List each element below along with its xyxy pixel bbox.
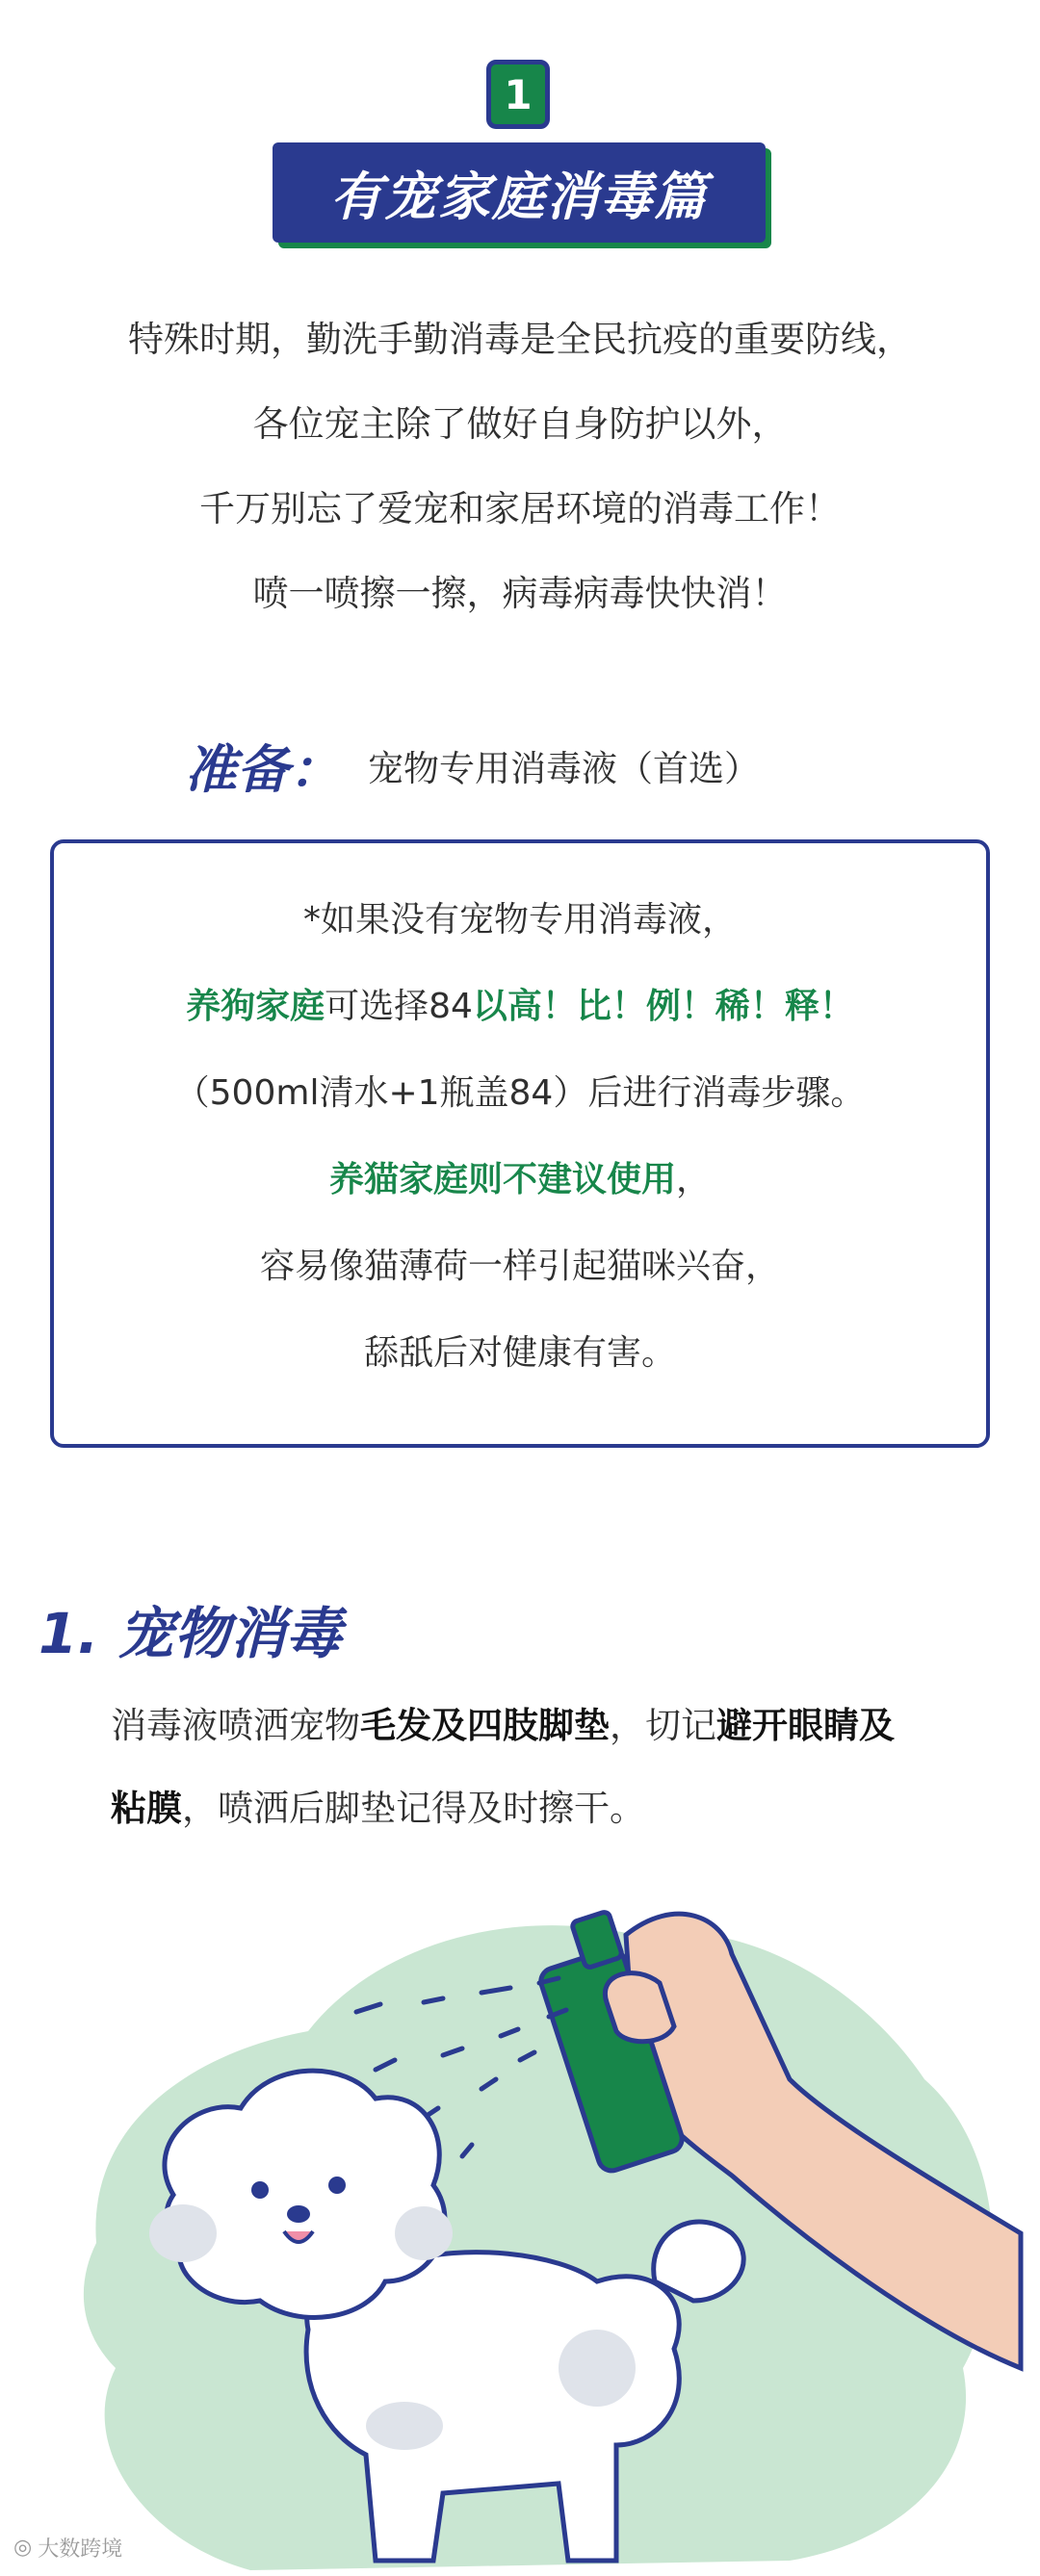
preparation-row [185, 732, 760, 799]
intro-line: 特殊时期，勤洗手勤消毒是全民抗疫的重要防线， [128, 319, 912, 360]
text-run: ，喷洒后脚垫记得及时擦干。 [182, 1788, 645, 1829]
notice-line: 舔舐后对健康有害。 [363, 1333, 676, 1373]
text-run: 消毒液喷洒宠物 [111, 1705, 360, 1746]
dog-household-highlight: 养狗家庭 [186, 987, 325, 1026]
notice-line: （500ml清水+1瓶盖84）后进行消毒步骤。 [174, 1073, 866, 1113]
bold-text: 毛发及四肢脚垫 [360, 1705, 610, 1746]
watermark-text: 大数跨境 [38, 2537, 123, 2562]
bold-text: 粘膜 [111, 1788, 182, 1829]
intro-line: 喷一喷擦一擦，病毒病毒快快消！ [252, 573, 788, 614]
notice-line [54, 976, 986, 1063]
dog-tail [654, 2222, 743, 2301]
intro-paragraph [0, 306, 1040, 645]
preparation-text: 宠物专用消毒液（首选） [368, 748, 760, 789]
section-number-badge: 1 [486, 60, 550, 129]
preparation-label: 准备： [185, 738, 341, 800]
bold-text: 避开眼睛及 [716, 1705, 895, 1746]
notice-line [54, 1149, 986, 1236]
notice-line: 容易像猫薄荷一样引起猫咪兴奋， [259, 1247, 780, 1286]
intro-line: 各位宠主除了做好自身防护以外， [252, 403, 788, 445]
dilute-highlight: 以高！比！例！稀！释！ [472, 987, 854, 1026]
paragraph-line [111, 1685, 977, 1767]
intro-line: 千万别忘了爱宠和家居环境的消毒工作！ [199, 488, 841, 529]
pet-disinfection-paragraph [111, 1685, 977, 1850]
section-title-banner: 有宠家庭消毒篇 [273, 142, 766, 243]
notice-box [50, 839, 990, 1448]
cat-household-highlight: 养猫家庭则不建议使用 [328, 1160, 676, 1199]
pet-disinfection-heading: 1. 宠物消毒 [39, 1601, 342, 1666]
text-run: ，切记 [610, 1705, 716, 1746]
watermark-logo-icon: ◎ [13, 2536, 33, 2560]
notice-text: ， [676, 1160, 712, 1199]
dog-spray-illustration [58, 1829, 1040, 2576]
watermark [13, 2533, 122, 2563]
notice-line: *如果没有宠物专用消毒液， [302, 900, 737, 940]
notice-text: 可选择84 [325, 987, 473, 1026]
